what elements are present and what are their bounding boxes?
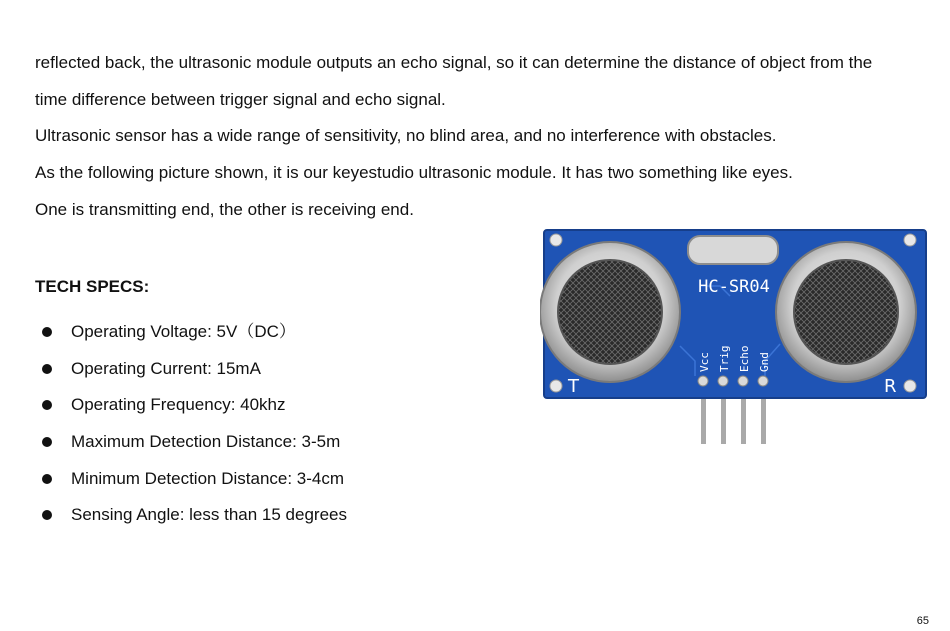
bullet-icon: [42, 364, 52, 374]
pin-label: Gnd: [758, 352, 771, 372]
tech-specs-list: [42, 314, 347, 534]
body-paragraph-line: Ultrasonic sensor has a wide range of sensitivity, no blind area, and no interference with obstacles.: [35, 126, 777, 145]
pin-label: Vcc: [698, 352, 711, 372]
model-label: HC-SR04: [698, 277, 770, 297]
body-paragraph-line: One is transmitting end, the other is receiving end.: [35, 200, 414, 219]
page-number: 65: [916, 615, 929, 627]
spec-text: Maximum Detection Distance: 3-5m: [71, 432, 341, 452]
spec-text: Operating Voltage: 5V（DC）: [71, 322, 296, 342]
spec-item: [42, 314, 347, 351]
tech-specs-heading: TECH SPECS:: [35, 277, 150, 296]
bullet-icon: [42, 327, 52, 337]
spec-item: [42, 424, 347, 461]
spec-item: [42, 497, 347, 534]
spec-text: Minimum Detection Distance: 3-4cm: [71, 468, 345, 488]
spec-text: Sensing Angle: less than 15 degrees: [71, 505, 347, 525]
bullet-icon: [42, 474, 52, 484]
bullet-icon: [42, 510, 52, 520]
pin-label: Echo: [738, 345, 751, 372]
bullet-icon: [42, 400, 52, 410]
spec-item: [42, 460, 347, 497]
spec-item: [42, 351, 347, 388]
body-paragraph-line: reflected back, the ultrasonic module outputs an echo signal, so it can determine the distance of object from the: [35, 53, 873, 72]
spec-item: [42, 387, 347, 424]
spec-text: Operating Current: 15mA: [71, 358, 261, 378]
transmitter-transducer: [540, 242, 680, 382]
spec-text: Operating Frequency: 40khz: [71, 395, 286, 415]
body-paragraph-line: time difference between trigger signal and echo signal.: [35, 90, 446, 109]
pin-label: Trig: [718, 345, 731, 372]
ultrasonic-sensor-image: [540, 226, 930, 446]
bullet-icon: [42, 437, 52, 447]
receiver-transducer: [776, 242, 916, 382]
transmit-marker: T: [568, 376, 579, 397]
receive-marker: R: [884, 376, 897, 397]
crystal-oscillator: [688, 236, 778, 264]
body-paragraph-line: As the following picture shown, it is our keyestudio ultrasonic module. It has two something like eyes.: [35, 163, 793, 182]
